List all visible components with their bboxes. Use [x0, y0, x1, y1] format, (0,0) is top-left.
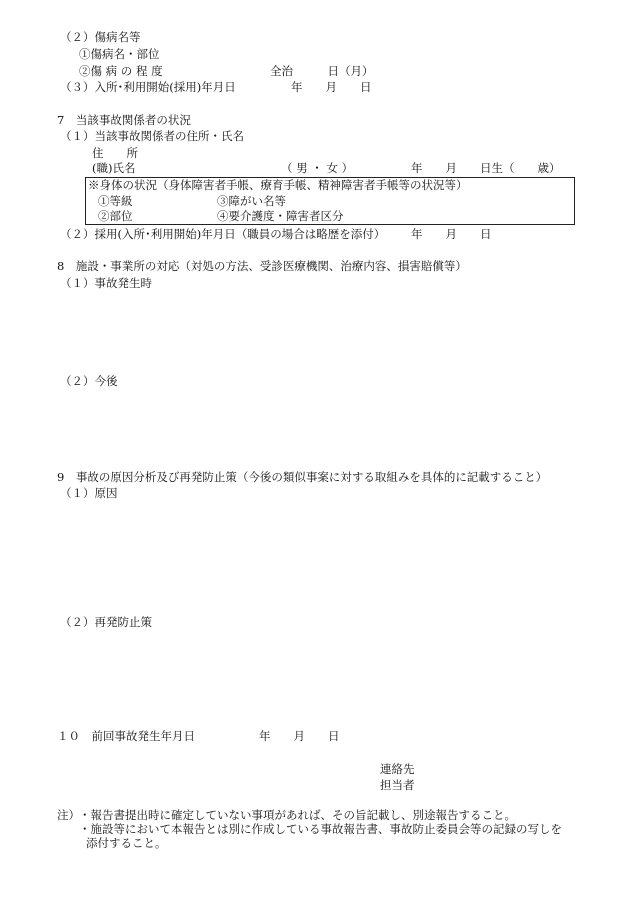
injury-name-label: ①傷病名・部位 [79, 47, 160, 61]
previous-accident-date: 年 月 日 [259, 729, 340, 743]
admission-date-value: 年 月 日 [291, 80, 372, 94]
address-label: 住 所 [92, 146, 138, 160]
section-7-title: 7 当該事故関係者の状況 [57, 113, 191, 127]
note-2-continued: 添付すること。 [86, 836, 167, 850]
future-label: （２）今後 [60, 374, 118, 388]
employment-date-value: 年 月 日 [411, 227, 492, 241]
care-level-label: ④要介護度・障害者区分 [217, 209, 344, 223]
note-1: ・報告書提出時に確定していない事項があれば、その旨記載し、別途報告すること。 [79, 808, 516, 822]
grade-label: ①等級 [98, 194, 133, 208]
at-time-of-accident-label: （１）事故発生時 [60, 276, 152, 290]
injury-severity-value: 全治 日（月） [270, 64, 374, 78]
employment-date-label: （２）採用(入所･利用開始)年月日（職員の場合は略歴を添付） [60, 227, 386, 241]
note-2: ・施設等において本報告とは別に作成している事故報告書、事故防止委員会等の記録の写しを [79, 822, 562, 836]
cause-label: （１）原因 [60, 486, 118, 500]
gender-field: （ 男 ・ 女 ） [281, 161, 354, 175]
section-9-title: 9 事故の原因分析及び再発防止策（今後の類似事案に対する取組みを具体的に記載すること） [57, 470, 548, 484]
disability-name-label: ③障がい名等 [217, 194, 286, 208]
name-label: (職)氏名 [92, 161, 136, 175]
site-label: ②部位 [98, 209, 133, 223]
item-injury-title: （２）傷病名等 [60, 30, 141, 44]
person-in-charge-label: 担当者 [380, 778, 415, 792]
contact-label: 連絡先 [380, 762, 415, 776]
section-10-title: １０ 前回事故発生年月日 [57, 729, 195, 743]
notes-prefix: 注） [57, 808, 80, 822]
birthdate-field: 年 月 日生（ 歳） [411, 161, 561, 175]
party-address-name-title: （１）当該事故関係者の住所・氏名 [60, 129, 244, 143]
prevention-label: （２）再発防止策 [60, 615, 152, 629]
admission-date-label: （３）入所･利用開始(採用)年月日 [60, 80, 236, 94]
physical-condition-title: ※身体の状況（身体障害者手帳、療育手帳、精神障害者手帳等の状況等） [88, 178, 468, 192]
injury-severity-label: ②傷 病 の 程 度 [79, 64, 163, 78]
section-8-title: 8 施設・事業所の対応（対処の方法、受診医療機関、治療内容、損害賠償等） [57, 259, 467, 273]
